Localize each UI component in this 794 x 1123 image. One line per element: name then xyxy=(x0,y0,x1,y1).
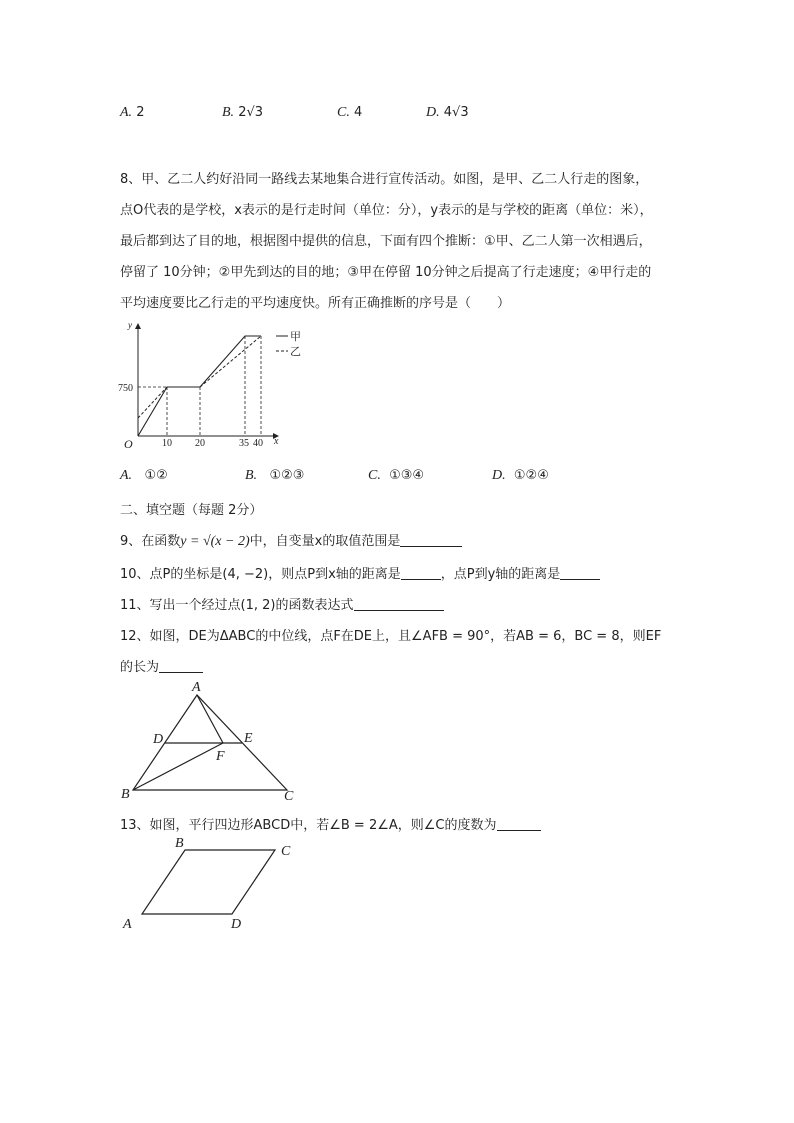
q8-line-3: 最后都到达了目的地，根据图中提供的信息，下面有四个推断：①甲、乙二人第一次相遇后， xyxy=(120,234,652,249)
q13-text: 13、如图，平行四边形ABCD中，若∠B = 2∠A，则∠C的度数为 xyxy=(120,818,497,833)
q8-option-b xyxy=(245,468,304,484)
q11-text: 11、写出一个经过点(1, 2)的函数表达式 xyxy=(120,598,354,613)
q8-line-1: 8、甲、乙二人约好沿同一路线去某地集合进行宣传活动。如图，是甲、乙二人行走的图象， xyxy=(120,172,649,187)
question-12-line-2 xyxy=(120,656,203,675)
q13-parallelogram-figure xyxy=(115,832,305,932)
option-text: ①③④ xyxy=(389,468,425,483)
x-tick-10: 10 xyxy=(162,438,172,449)
q8-option-a xyxy=(120,468,168,484)
q10-answer-blank-2[interactable] xyxy=(560,565,600,580)
q12-answer-blank[interactable] xyxy=(159,658,203,673)
option-text: ①②④ xyxy=(513,468,549,483)
parallelogram-abcd xyxy=(142,850,275,914)
q8-line-5: 平均速度要比乙行走的平均速度快。所有正确推断的序号是（ ） xyxy=(120,296,511,311)
option-text: 2√3 xyxy=(238,105,264,120)
label-c: C xyxy=(281,844,291,859)
q7-option-a xyxy=(120,105,144,121)
q11-answer-blank[interactable] xyxy=(354,596,444,611)
option-letter: B. xyxy=(245,468,258,483)
option-letter: A. xyxy=(120,105,133,120)
q12-line-1: 12、如图，DE为ΔABC的中位线，点F在DE上，且∠AFB = 90°，若AB = 6，BC = 8，则EF xyxy=(120,629,662,644)
label-d: D xyxy=(153,732,164,747)
label-f: F xyxy=(216,749,225,764)
question-10 xyxy=(120,563,600,582)
x-tick-40: 40 xyxy=(253,438,263,449)
x-tick-35: 35 xyxy=(239,438,249,449)
option-text: ①② xyxy=(144,468,168,483)
option-letter: A. xyxy=(120,468,133,483)
q9-text-a: 9、在函数 xyxy=(120,534,181,549)
y-axis-label: y xyxy=(128,320,132,330)
question-11 xyxy=(120,594,444,613)
q7-option-b xyxy=(222,105,263,121)
q7-option-d xyxy=(426,105,469,121)
series-yi-line-1 xyxy=(138,387,167,418)
option-letter: C. xyxy=(368,468,381,483)
label-a: A xyxy=(123,917,132,932)
q9-text-b: 中，自变量x的取值范围是 xyxy=(249,534,401,549)
series-yi-line-2 xyxy=(200,336,261,387)
label-e: E xyxy=(244,731,253,746)
q9-formula: y = √(x − 2) xyxy=(180,534,250,549)
option-letter: D. xyxy=(492,468,506,483)
option-text: ①②③ xyxy=(269,468,305,483)
question-13 xyxy=(120,814,541,833)
option-text: 4 xyxy=(353,105,363,120)
legend-jia: 甲 xyxy=(290,330,301,343)
label-c: C xyxy=(284,789,294,804)
q9-answer-blank[interactable] xyxy=(400,532,462,547)
option-text: 2 xyxy=(136,105,145,120)
q8-line-4: 停留了 10分钟；②甲先到达的目的地；③甲在停留 10分钟之后提高了行走速度；④甲行走的 xyxy=(120,265,652,280)
q7-option-c xyxy=(337,105,362,121)
q12-triangle-figure xyxy=(115,678,305,804)
option-text: 4√3 xyxy=(443,105,469,120)
q10-text-b: ，点P到y轴的距离是 xyxy=(440,567,561,582)
q8-line-2: 点O代表的是学校，x表示的是行走时间（单位：分），y表示的是与学校的距离（单位：米）， xyxy=(120,203,653,218)
label-d: D xyxy=(231,917,242,932)
y-tick-750: 750 xyxy=(118,383,133,394)
q8-option-c xyxy=(368,468,424,484)
q10-text-a: 10、点P的坐标是(4, −2)，则点P到x轴的距离是 xyxy=(120,567,401,582)
option-letter: C. xyxy=(337,105,350,120)
q10-answer-blank-1[interactable] xyxy=(401,565,441,580)
section-title-fill-in: 二、填空题（每题 2分） xyxy=(120,503,263,518)
option-letter: B. xyxy=(222,105,235,120)
question-9 xyxy=(120,530,462,550)
label-a: A xyxy=(192,680,201,695)
x-tick-20: 20 xyxy=(195,438,205,449)
origin-label: O xyxy=(124,437,133,451)
q8-distance-time-graph xyxy=(118,318,308,453)
label-b: B xyxy=(175,836,184,851)
segment-bf xyxy=(133,743,223,790)
q12-line-2-text: 的长为 xyxy=(120,660,160,675)
x-axis-label: x xyxy=(274,436,279,447)
q13-answer-blank[interactable] xyxy=(497,816,541,831)
option-letter: D. xyxy=(426,105,440,120)
label-b: B xyxy=(121,787,130,802)
legend-yi: 乙 xyxy=(290,345,301,358)
q8-option-d xyxy=(492,468,549,484)
